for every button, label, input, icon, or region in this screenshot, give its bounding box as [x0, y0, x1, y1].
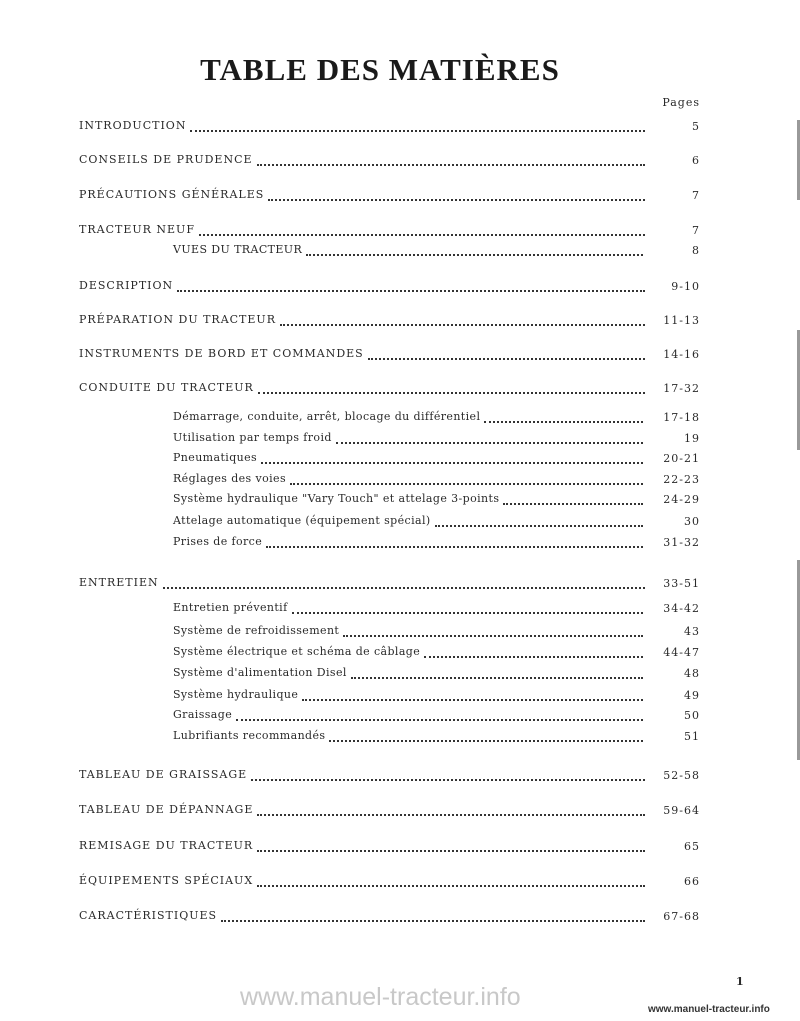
toc-entry	[79, 768, 645, 786]
toc-entry-page: 33-51	[663, 577, 700, 590]
toc-entry-label: Entretien préventif	[173, 601, 288, 614]
toc-subentry	[173, 492, 643, 510]
dot-leader	[258, 392, 645, 394]
dot-leader	[329, 740, 643, 742]
toc-entry	[79, 119, 645, 137]
toc-entry-page: 22-23	[663, 473, 700, 486]
toc-subentry	[173, 451, 643, 469]
toc-entry-page: 9-10	[671, 280, 700, 293]
toc-entry-label: DESCRIPTION	[79, 279, 174, 292]
toc-entry-label: Système hydraulique "Vary Touch" et attelage 3-points	[173, 492, 500, 505]
toc-entry	[79, 188, 645, 206]
toc-entry-label: CONSEILS DE PRUDENCE	[79, 153, 253, 166]
dot-leader	[503, 503, 643, 505]
dot-leader	[268, 199, 645, 201]
toc-entry-label: Attelage automatique (équipement spécial)	[173, 514, 431, 527]
toc-entry-label: INSTRUMENTS DE BORD ET COMMANDES	[79, 347, 364, 360]
toc-entry	[79, 347, 645, 365]
toc-entry-page: 11-13	[663, 314, 700, 327]
toc-entry	[79, 576, 645, 594]
toc-entry-label: TABLEAU DE GRAISSAGE	[79, 768, 248, 781]
toc-entry-label: PRÉCAUTIONS GÉNÉRALES	[79, 188, 265, 201]
toc-entry-page: 7	[692, 224, 700, 237]
dot-leader	[290, 483, 643, 485]
toc-entry-label: INTRODUCTION	[79, 119, 187, 132]
toc-entry-page: 19	[684, 432, 700, 445]
dot-leader	[257, 164, 645, 166]
dot-leader	[343, 635, 643, 637]
source-url-text: www.manuel-tracteur.info	[648, 1004, 770, 1015]
toc-entry	[79, 313, 645, 331]
dot-leader	[302, 699, 643, 701]
pages-column-header: Pages	[662, 96, 700, 109]
dot-leader	[257, 850, 645, 852]
dot-leader	[435, 525, 643, 527]
dot-leader	[257, 885, 645, 887]
toc-entry-page: 14-16	[663, 348, 700, 361]
page-number: 1	[736, 975, 744, 988]
toc-entry-label: CONDUITE DU TRACTEUR	[79, 381, 254, 394]
toc-entry-page: 49	[684, 689, 700, 702]
toc-entry-page: 43	[684, 625, 700, 638]
dot-leader	[351, 677, 643, 679]
dot-leader	[280, 324, 645, 326]
toc-entry-page: 34-42	[663, 602, 700, 615]
toc-subentry	[173, 708, 643, 726]
dot-leader	[424, 656, 643, 658]
dot-leader	[257, 814, 645, 816]
dot-leader	[163, 587, 645, 589]
toc-entry-page: 31-32	[663, 536, 700, 549]
toc-entry-page: 30	[684, 515, 700, 528]
toc-entry-page: 17-18	[663, 411, 700, 424]
toc-entry-label: Démarrage, conduite, arrêt, blocage du différentiel	[173, 410, 481, 423]
toc-entry	[79, 223, 645, 241]
toc-entry-page: 48	[684, 667, 700, 680]
toc-entry-label: Système de refroidissement	[173, 624, 340, 637]
dot-leader	[336, 442, 643, 444]
toc-entry-label: ÉQUIPEMENTS SPÉCIAUX	[79, 874, 254, 887]
toc-entry-page: 59-64	[663, 804, 700, 817]
toc-entry-page: 50	[684, 709, 700, 722]
dot-leader	[199, 234, 645, 236]
toc-subentry	[173, 601, 643, 619]
dot-leader	[190, 130, 645, 132]
dot-leader	[177, 290, 645, 292]
dot-leader	[221, 920, 645, 922]
toc-entry-page: 20-21	[663, 452, 700, 465]
toc-subentry	[173, 729, 643, 747]
toc-entry-page: 24-29	[663, 493, 700, 506]
toc-entry-page: 6	[692, 154, 700, 167]
toc-entry-label: Système d'alimentation Disel	[173, 666, 347, 679]
toc-entry-label: PRÉPARATION DU TRACTEUR	[79, 313, 276, 326]
toc-entry-label: Lubrifiants recommandés	[173, 729, 326, 742]
toc-subentry	[173, 431, 643, 449]
toc-entry	[79, 279, 645, 297]
toc-entry	[79, 153, 645, 171]
toc-entry	[79, 874, 645, 892]
toc-entry-label: Système électrique et schéma de câblage	[173, 645, 421, 658]
toc-entry-label: ENTRETIEN	[79, 576, 159, 589]
toc-subentry	[173, 243, 643, 261]
toc-entry-label: Graissage	[173, 708, 233, 721]
toc-entry-label: TABLEAU DE DÉPANNAGE	[79, 803, 254, 816]
toc-subentry	[173, 624, 643, 642]
toc-entry-page: 67-68	[663, 910, 700, 923]
toc-subentry	[173, 410, 643, 428]
page-title: TABLE DES MATIÈRES	[200, 52, 560, 87]
dot-leader	[368, 358, 645, 360]
toc-entry-label: Utilisation par temps froid	[173, 431, 332, 444]
toc-entry-label: CARACTÉRISTIQUES	[79, 909, 218, 922]
dot-leader	[236, 719, 643, 721]
dot-leader	[292, 612, 643, 614]
toc-entry-label: VUES DU TRACTEUR	[173, 243, 303, 256]
dot-leader	[306, 254, 643, 256]
toc-entry-label: Prises de force	[173, 535, 263, 548]
toc-entry-page: 65	[684, 840, 700, 853]
toc-entry-page: 8	[692, 244, 700, 257]
toc-entry-page: 44-47	[663, 646, 700, 659]
toc-entry	[79, 803, 645, 821]
toc-entry-label: REMISAGE DU TRACTEUR	[79, 839, 254, 852]
toc-subentry	[173, 666, 643, 684]
dot-leader	[251, 779, 645, 781]
watermark-text: www.manuel-tracteur.info	[240, 983, 521, 1011]
dot-leader	[266, 546, 643, 548]
toc-subentry	[173, 535, 643, 553]
toc-subentry	[173, 514, 643, 532]
toc-entry-page: 5	[692, 120, 700, 133]
toc-entry-page: 52-58	[663, 769, 700, 782]
dot-leader	[261, 462, 643, 464]
toc-entry-label: Pneumatiques	[173, 451, 258, 464]
toc-entry-label: Système hydraulique	[173, 688, 299, 701]
toc-subentry	[173, 472, 643, 490]
toc-subentry	[173, 645, 643, 663]
dot-leader	[484, 421, 643, 423]
toc-entry	[79, 839, 645, 857]
toc-subentry	[173, 688, 643, 706]
toc-entry	[79, 381, 645, 399]
toc-entry-page: 51	[684, 730, 700, 743]
toc-entry-page: 66	[684, 875, 700, 888]
toc-entry-page: 7	[692, 189, 700, 202]
toc-entry-label: Réglages des voies	[173, 472, 287, 485]
toc-entry-page: 17-32	[663, 382, 700, 395]
toc-entry-label: TRACTEUR NEUF	[79, 223, 195, 236]
toc-entry	[79, 909, 645, 927]
